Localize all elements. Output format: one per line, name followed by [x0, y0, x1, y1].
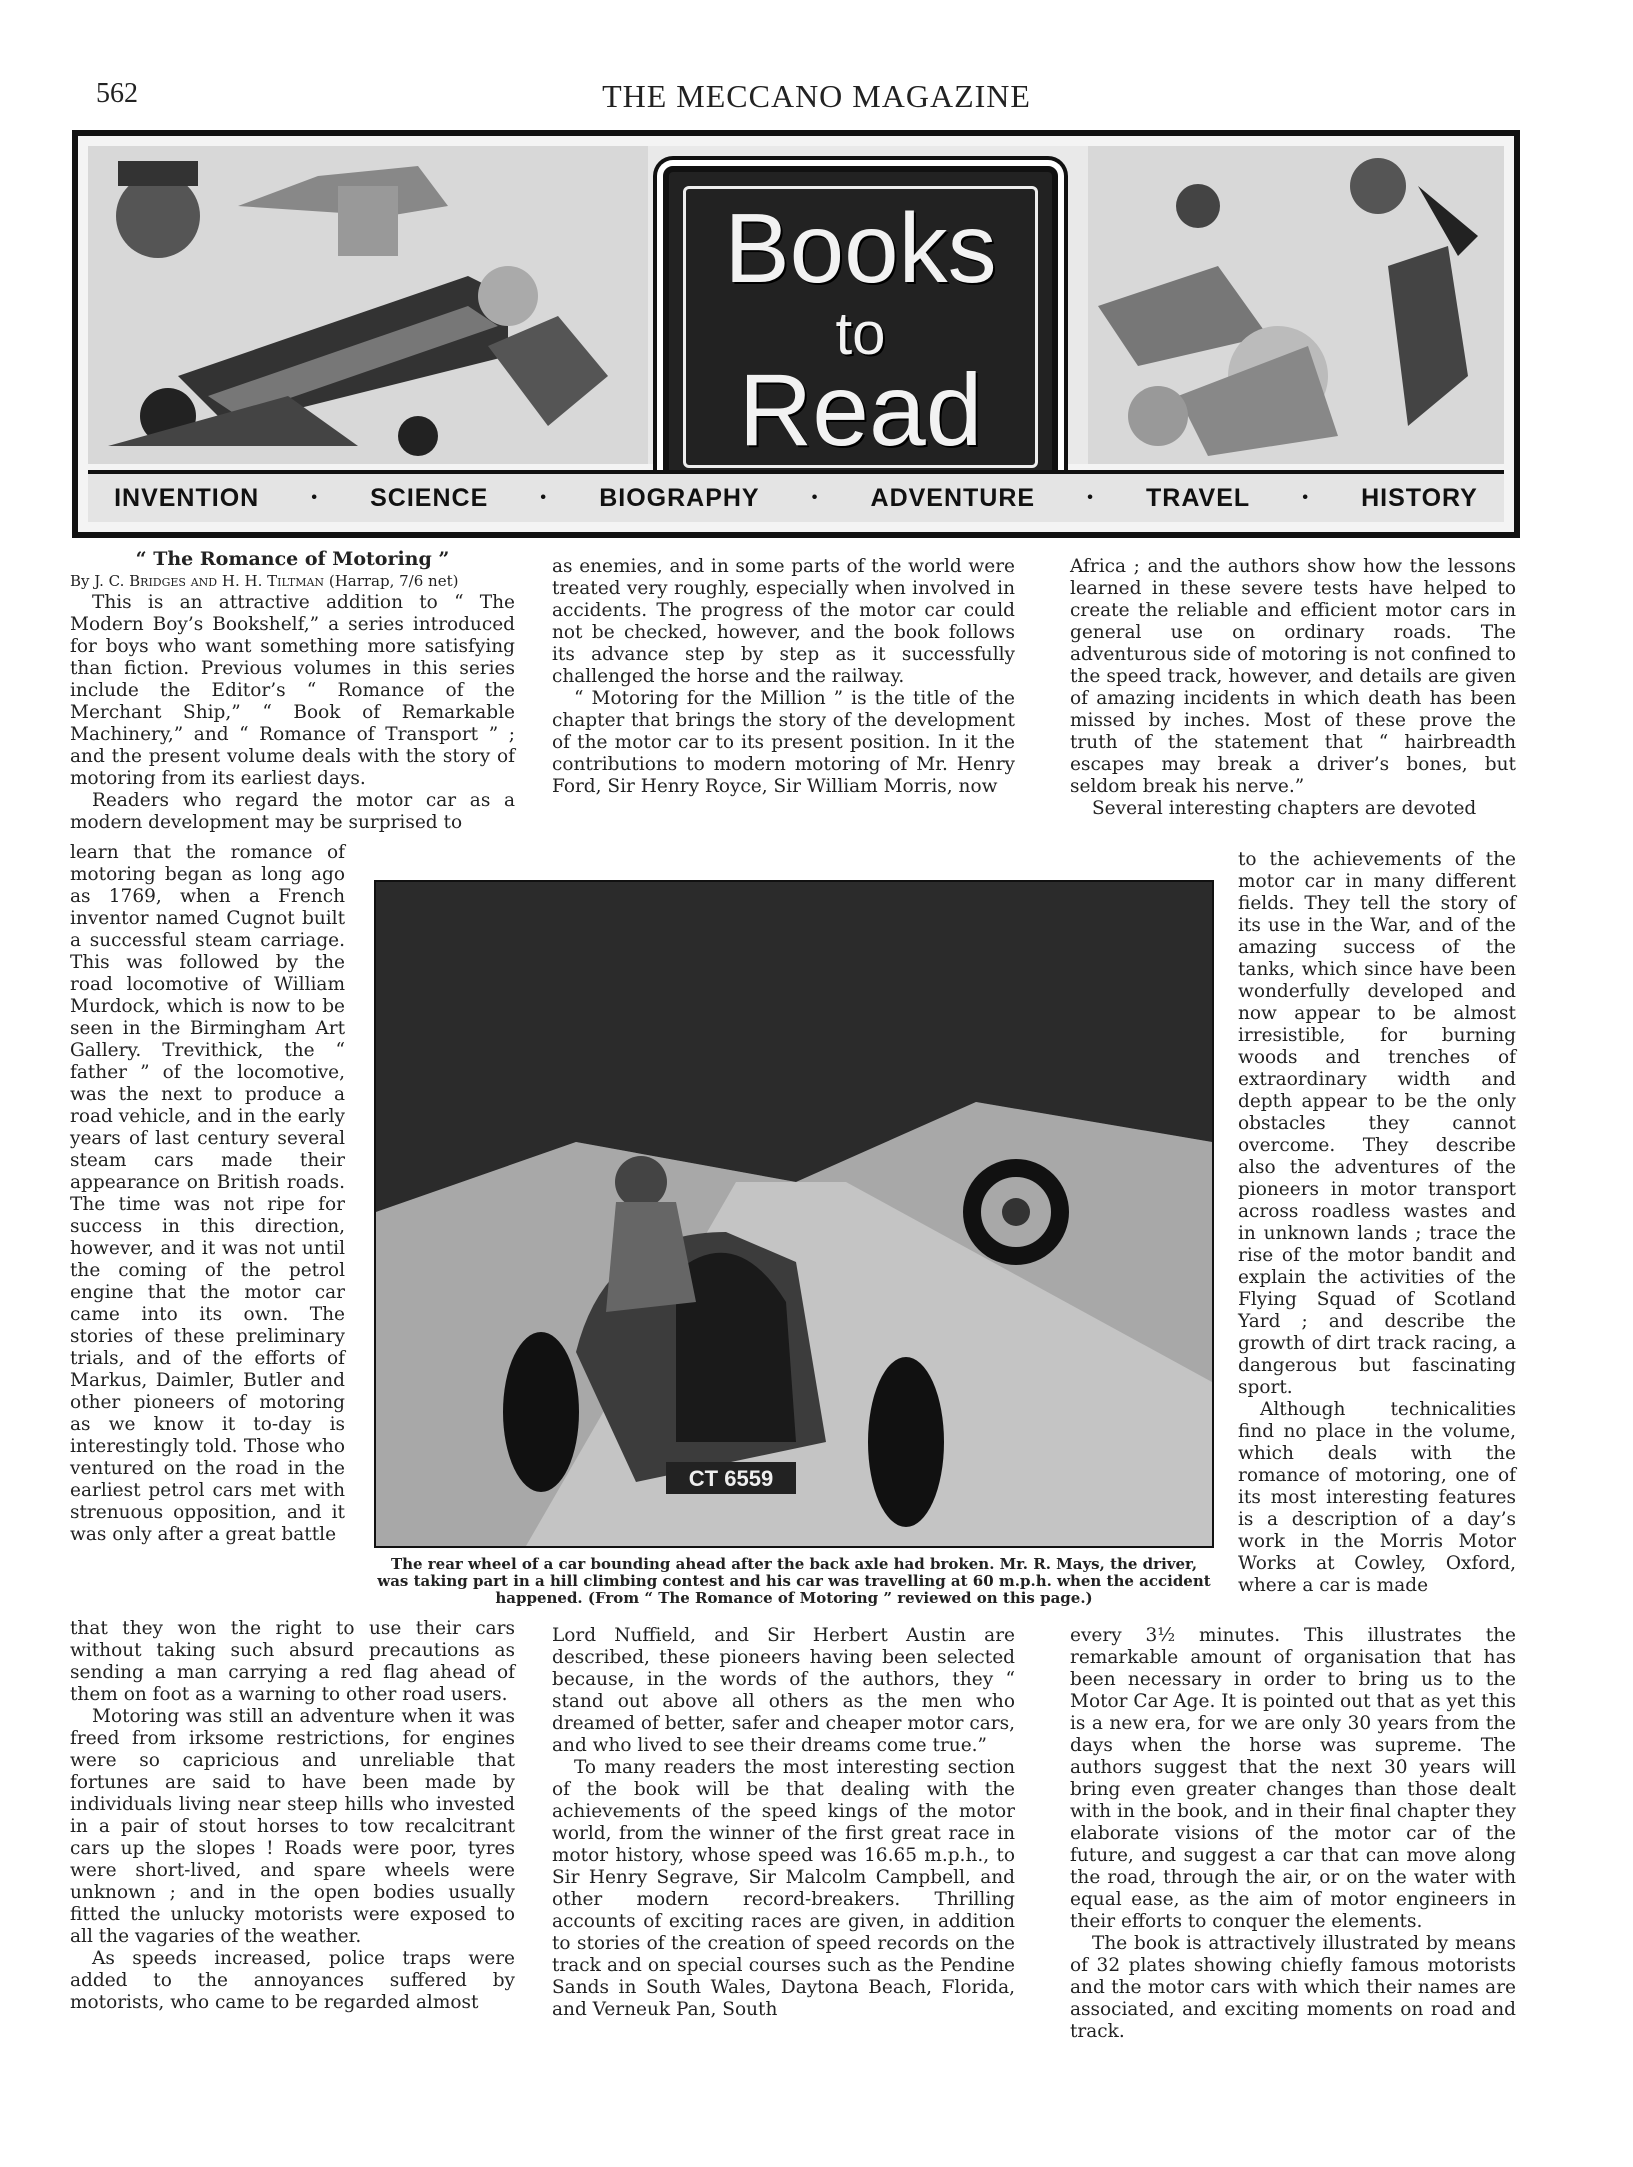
- body-paragraph: as enemies, and in some parts of the world were treated very roughly, especially when involved in accidents. The progress of the motor car could not be checked, however, and the book follows its advance step by step as it successfully challenged the horse and the railway.: [552, 556, 1015, 687]
- banner-title-read: Read: [738, 353, 983, 467]
- subject-invention: INVENTION: [114, 483, 260, 512]
- article-authors: J. C. Bridges and H. H. Tiltman: [94, 572, 325, 590]
- photo-illustration: [376, 882, 1212, 1546]
- body-paragraph: Africa ; and the authors show how the lessons learned in these severe tests have helped to create the reliable and efficient motor cars in general use on ordinary roads. The adventurous side of motoring is not confined to the speed track, however, and details are given of amazing incidents in which death has been missed by inches. Most of these prove the truth of the statement that “ hairbreadth escapes may break a driver’s bones, but seldom break his nerve.”: [1070, 556, 1516, 797]
- column-1-bottom: [70, 1618, 515, 2014]
- column-1-top: [70, 548, 515, 834]
- column-2-bottom: [552, 1625, 1015, 2021]
- body-paragraph: Readers who regard the motor car as a modern development may be surprised to: [70, 790, 515, 833]
- body-paragraph: Lord Nuffield, and Sir Herbert Austin are described, these pioneers having been selected because, in the words of the authors, they “ stand out above all others as the men who dreamed of better, safer and cheaper motor cars, and who lived to see their dreams come true.”: [552, 1625, 1015, 1756]
- photo-caption: The rear wheel of a car bounding ahead after the back axle had broken. Mr. R. Mays, the driver, was taking part in a hill climbing contest and his car was travelling at 60 m.p.h. when the accident happened. (From “ The Romance of Motoring ” reviewed on this page.): [377, 1555, 1211, 1607]
- body-paragraph: that they won the right to use their cars without taking such absurd precautions as sending a man carrying a red flag ahead of them on foot as a warning to other road users.: [70, 1618, 515, 1705]
- running-head: THE MECCANO MAGAZINE: [602, 78, 1031, 114]
- body-paragraph: learn that the romance of motoring began as long ago as 1769, when a French inventor named Cugnot built a successful steam carriage. This was followed by the road locomotive of William Murdock, which is now to be seen in the Birmingham Art Gallery. Trevithick, the “ father ” of the locomotive, was the next to produce a road vehicle, and in the early years of last century several steam cars made their appearance on British roads. The time was not ripe for success in this direction, however, and it was not until the coming of the petrol engine that the motor car came into its own. The stories of these preliminary trials, and of the efforts of Markus, Daimler, Butler and other pioneers of motoring as we know it to-day is interestingly told. Those who ventured on the road in the earliest petrol cars met with strenuous opposition, and it was only after a great battle: [70, 842, 345, 1545]
- page-number: 562: [96, 78, 138, 109]
- separator-dot: •: [311, 489, 318, 506]
- article-byline: By J. C. Bridges and H. H. Tiltman (Harrap, 7/6 net): [70, 572, 459, 590]
- column-3-bottom: [1070, 1625, 1516, 2043]
- article-title: “ The Romance of Motoring ”: [135, 548, 450, 570]
- body-paragraph: To many readers the most interesting section of the book will be that dealing with the achievements of the speed kings of the motor world, from the winner of the first great race in motor history, whose speed was 16.65 m.p.h., to Sir Henry Segrave, Sir Malcolm Campbell, and other modern record-breakers. Thrilling accounts of exciting races are given, in addition to stories of the creation of speed records on the track and on special courses such as the Pendine Sands in South Wales, Daytona Beach, Florida, and Verneuk Pan, South: [552, 1757, 1015, 2020]
- subject-strip: [88, 470, 1504, 522]
- body-paragraph: Several interesting chapters are devoted: [1092, 798, 1477, 819]
- body-paragraph: “ Motoring for the Million ” is the title of the chapter that brings the story of the development of the motor car to its present position. In it the contributions to modern motoring of Mr. Henry Ford, Sir Henry Royce, Sir William Morris, now: [552, 688, 1015, 797]
- banner-title-books: Books: [724, 193, 997, 303]
- body-paragraph: This is an attractive addition to “ The Modern Boy’s Bookshelf,” a series introduced for boys who want something more satisfying than fiction. Previous volumes in this series include the Editor’s “ Romance of the Merchant Ship,” “ Book of Remarkable Machinery,” and “ Romance of Transport ” ; and the present volume deals with the story of motoring from its earliest days.: [70, 592, 515, 789]
- column-2-top: [552, 556, 1015, 798]
- subject-science: SCIENCE: [370, 483, 489, 512]
- separator-dot: •: [811, 489, 819, 506]
- body-paragraph: to the achievements of the motor car in many different fields. They tell the story of its use in the War, and of the amazing success of the tanks, which since have been wonderfully developed and now appear to be almost irresistible, for burning woods and trenches of extraordinary width and depth appear to be the only obstacles they cannot overcome. They describe also the adventures of the pioneers in motor transport across roadless wastes and in unknown lands ; trace the rise of the motor bandit and explain the activities of the Flying Squad of Scotland Yard ; and describe the growth of dirt track racing, a dangerous but fascinating sport.: [1238, 849, 1516, 1398]
- column-3-narrow: [1238, 849, 1516, 1597]
- subject-biography: BIOGRAPHY: [599, 483, 760, 512]
- books-to-read-banner: [72, 130, 1520, 538]
- separator-dot: •: [1087, 489, 1094, 506]
- body-paragraph: The book is attractively illustrated by means of 32 plates showing chiefly famous motorists and the motor cars with which their names are associated, and exciting moments on road and track.: [1070, 1933, 1516, 2042]
- body-paragraph: every 3½ minutes. This illustrates the remarkable amount of organisation that has been necessary in order to bring us to the Motor Car Age. It is pointed out that as yet this is a new era, for we are only 30 years from the days when the horse was supreme. The authors suggest that the next 30 years will bring even greater changes than those dealt with in the book, and in their final chapter they elaborate visions of the motor car of the future, and suggest a car that can move along the road, through the air, or on the water with equal ease, as the aim of motor engineers in their efforts to conquer the elements.: [1070, 1625, 1516, 1932]
- column-3-top: [1070, 556, 1516, 820]
- banner-title-plaque: [663, 166, 1058, 488]
- body-paragraph: As speeds increased, police traps were added to the annoyances suffered by motorists, who came to be regarded almost: [70, 1948, 515, 2013]
- banner-title-to: to: [835, 300, 886, 367]
- subject-adventure: ADVENTURE: [870, 483, 1036, 512]
- body-paragraph: Motoring was still an adventure when it was freed from irksome restrictions, for engines were so capricious and unreliable that fortunes are said to have been made by individuals living near steep hills who invested in a pair of stout horses to tow recalcitrant cars up the slopes ! Roads were poor, tyres were short-lived, and spare wheels were unknown ; and in the open bodies usually fitted the unlucky motorists were exposed to all the vagaries of the weather.: [70, 1706, 515, 1947]
- separator-dot: •: [1302, 489, 1309, 506]
- racing-car-photo: [374, 880, 1214, 1548]
- column-1-narrow: [70, 842, 345, 1546]
- subject-history: HISTORY: [1361, 483, 1478, 512]
- license-plate: CT 6559: [688, 1466, 774, 1491]
- separator-dot: •: [540, 489, 548, 506]
- body-paragraph: Although technicalities find no place in the volume, which deals with the romance of motoring, one of its most interesting features is a description of a day’s work in the Morris Motor Works at Cowley, Oxford, where a car is made: [1238, 1399, 1516, 1596]
- subject-travel: TRAVEL: [1146, 483, 1251, 512]
